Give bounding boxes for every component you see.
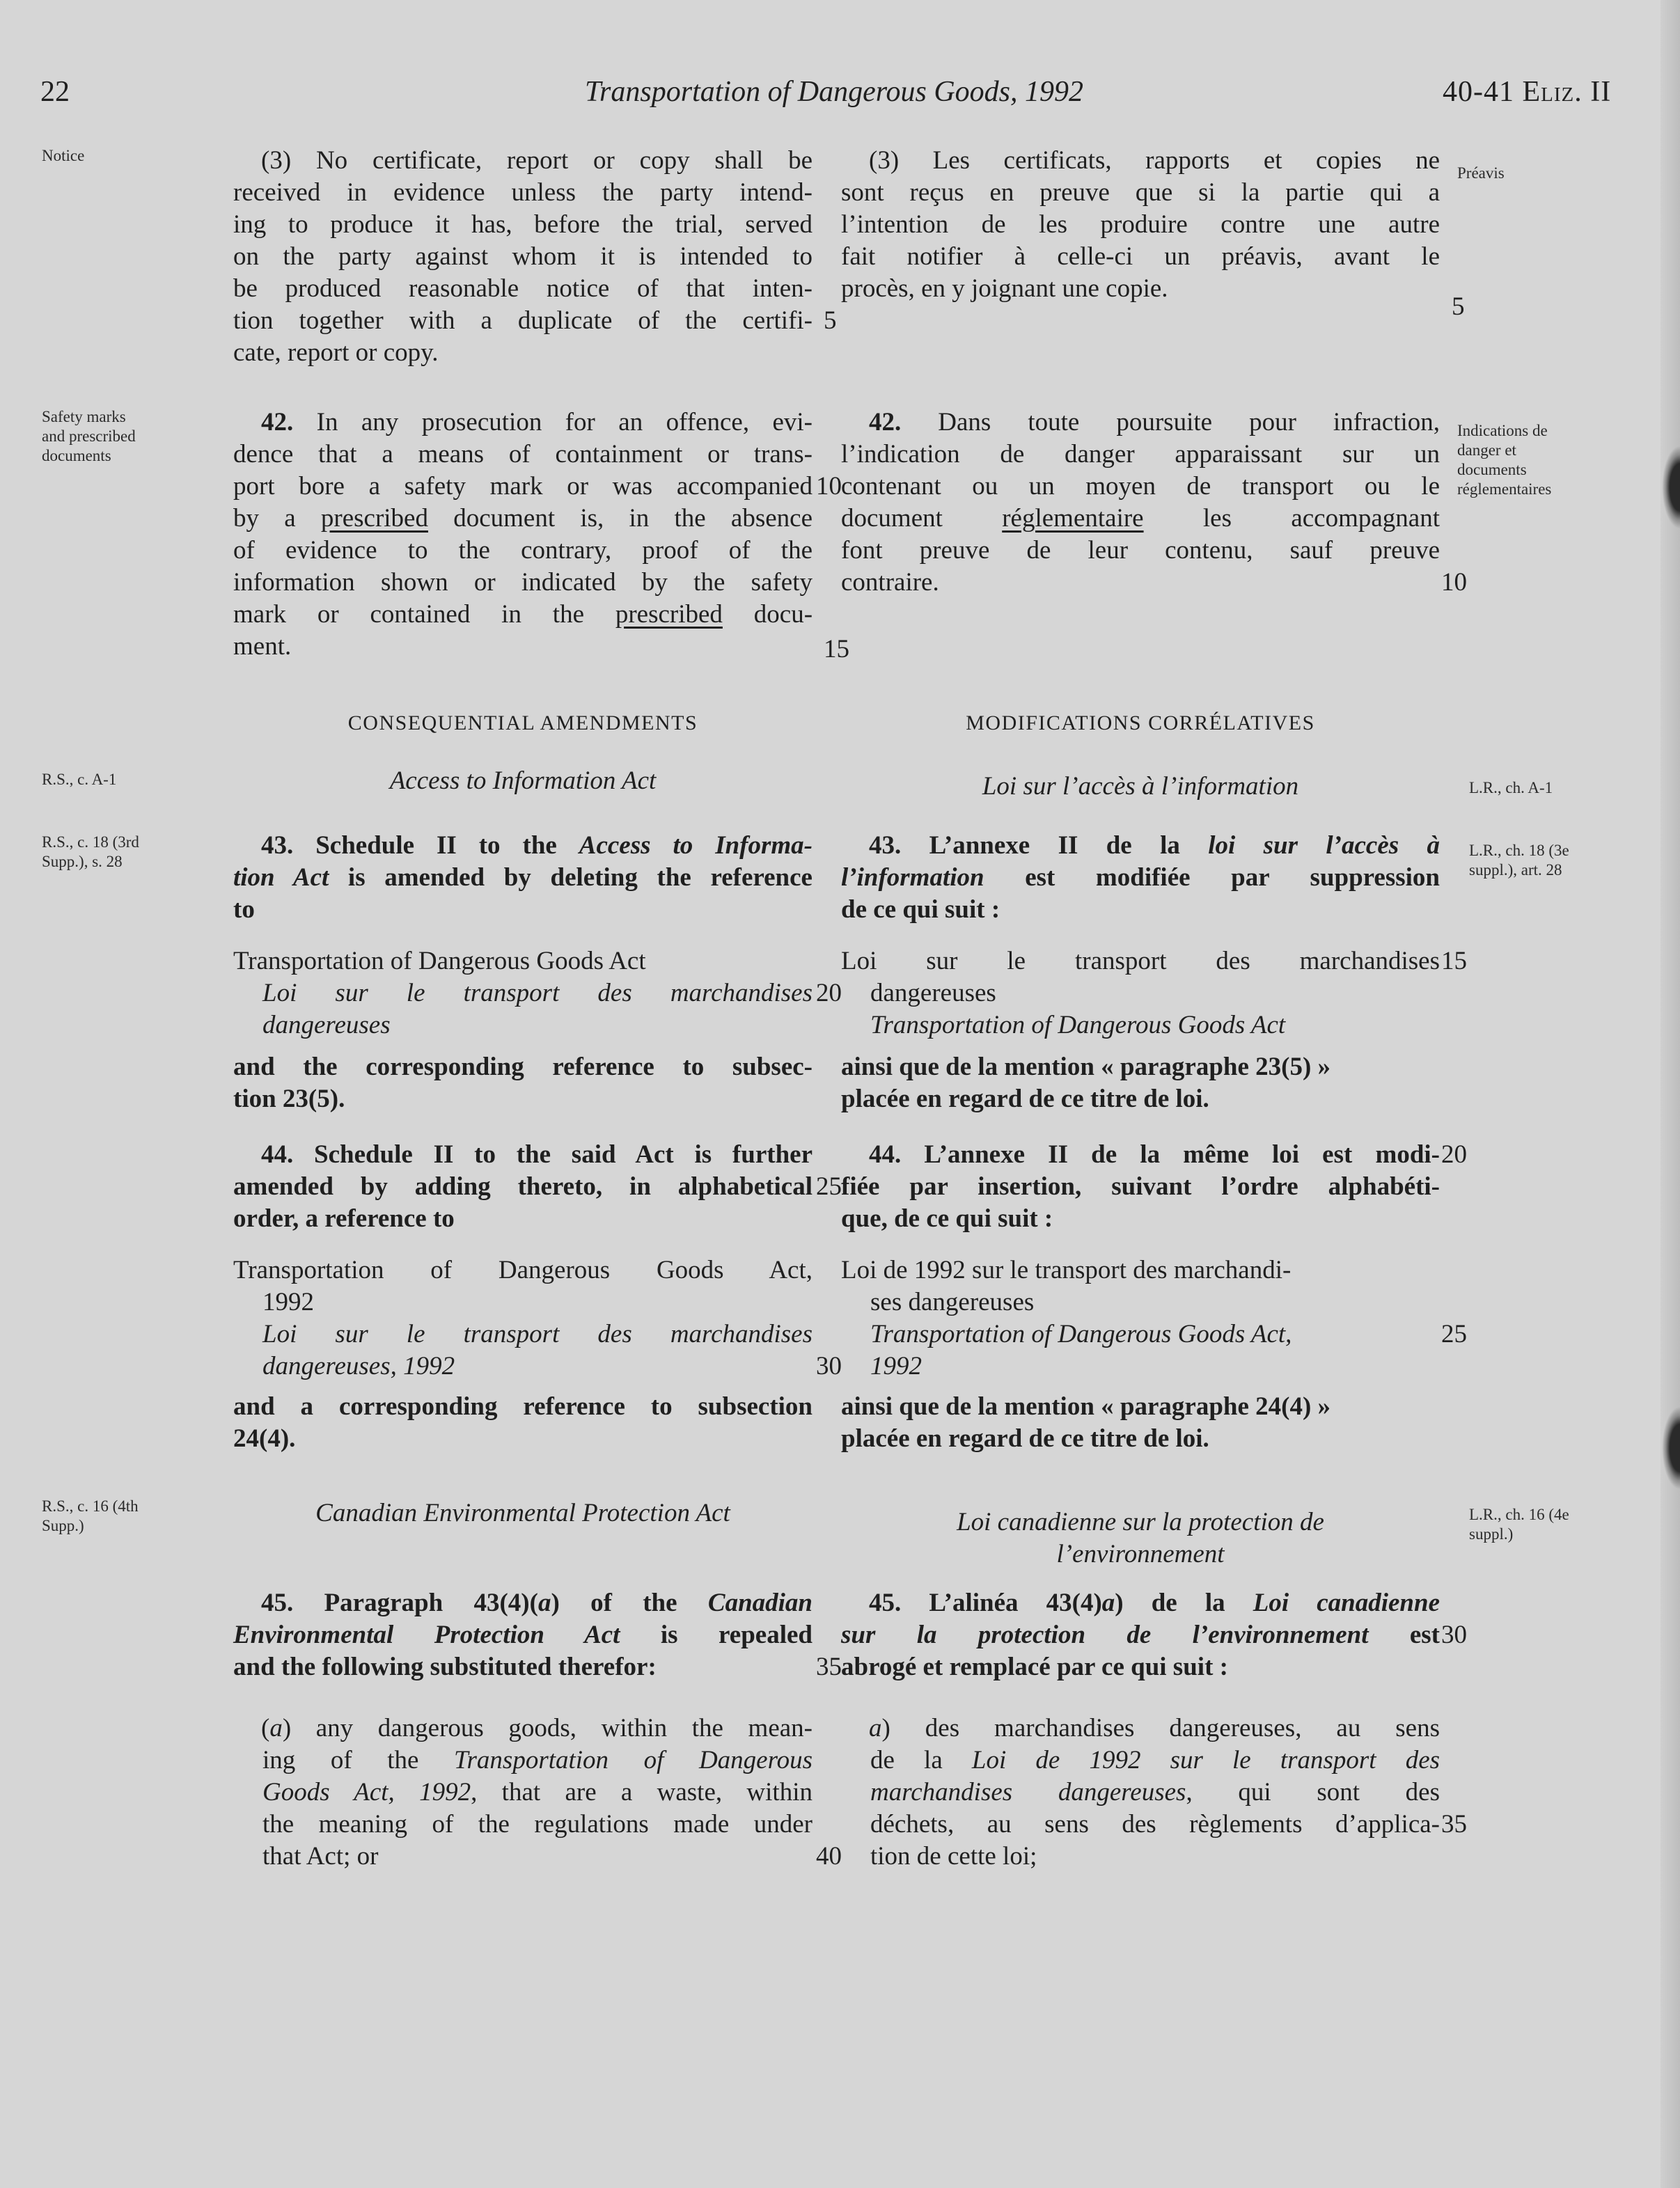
italic-run: marchandises dangereuses bbox=[870, 1778, 1186, 1807]
text-line: and a corresponding reference to subsection bbox=[233, 1392, 812, 1421]
text-line: ing to produce it has, before the trial, served bbox=[233, 210, 812, 239]
text-line: Transportation of Dangerous Goods Act, bbox=[870, 1320, 1292, 1348]
text-run: docu- bbox=[753, 600, 813, 629]
text-line: of evidence to the contrary, proof of the bbox=[233, 536, 812, 565]
text-run: , qui sont des bbox=[1186, 1778, 1440, 1807]
text-run: by a bbox=[233, 504, 296, 533]
page-edge bbox=[1661, 0, 1680, 2188]
text-line: fait notifier à celle-ci un préavis, avant le bbox=[841, 242, 1440, 271]
italic-run: Goods Act, 1992 bbox=[262, 1778, 471, 1807]
line-number: 30 bbox=[1441, 1621, 1467, 1649]
act-title-en: Canadian Environmental Protection Act bbox=[315, 1499, 730, 1527]
heading-consequential-amendments: CONSEQUENTIAL AMENDMENTS bbox=[347, 711, 698, 734]
section-43-en bbox=[233, 830, 812, 926]
text-run: In any prosecution for an offence, evi- bbox=[316, 408, 813, 436]
margin-line: danger et bbox=[1457, 441, 1516, 459]
margin-note-safety-marks bbox=[42, 407, 136, 466]
underlined-term: prescribed bbox=[615, 600, 723, 629]
text-line: amended by adding thereto, in alphabetical bbox=[233, 1172, 812, 1201]
italic-run: sur la protection de l’environnement bbox=[841, 1621, 1369, 1649]
italic-run: a bbox=[1101, 1589, 1115, 1617]
text-line: dangereuses, 1992 bbox=[262, 1352, 455, 1380]
italic-run: Access to Informa- bbox=[579, 831, 812, 860]
margin-note-indications bbox=[1457, 421, 1551, 499]
text-run: Dans toute poursuite pour infraction, bbox=[938, 408, 1440, 436]
line-number: 20 bbox=[816, 979, 842, 1007]
margin-line: Indications de bbox=[1457, 422, 1548, 439]
text-line: procès, en y joignant une copie. bbox=[841, 274, 1168, 303]
text-line: que, de ce qui suit : bbox=[841, 1204, 1053, 1233]
section-45-fr bbox=[841, 1587, 1440, 1683]
text-line: l’indication de danger apparaissant sur un bbox=[841, 440, 1440, 469]
text-run: 45. Paragraph 43(4)( bbox=[261, 1589, 538, 1617]
line-number: 40 bbox=[816, 1842, 842, 1871]
session-reference: 40-41 Eliz. II bbox=[1443, 76, 1612, 108]
text-run: 45. L’alinéa 43(4) bbox=[869, 1589, 1102, 1617]
section-44-fr-closing bbox=[841, 1391, 1440, 1455]
text-line: abrogé et remplacé par ce qui suit : bbox=[841, 1653, 1228, 1681]
text-line: fiée par insertion, suivant l’ordre alphabéti- bbox=[841, 1172, 1440, 1201]
paragraph-a-en bbox=[233, 1713, 812, 1873]
margin-note-rs-c18 bbox=[42, 833, 139, 872]
page-number: 22 bbox=[40, 76, 70, 108]
section-44-en-reference bbox=[233, 1254, 812, 1383]
text-line: 24(4). bbox=[233, 1424, 296, 1453]
line-number: 15 bbox=[824, 635, 849, 663]
margin-line: R.S., c. 18 (3rd bbox=[42, 833, 139, 851]
line-number: 25 bbox=[1441, 1320, 1467, 1348]
text-run: is amended by deleting the reference bbox=[347, 863, 812, 892]
text-line: on the party against whom it is intended to bbox=[233, 242, 812, 271]
text-run: ( bbox=[261, 1714, 270, 1742]
subsection-3-en bbox=[233, 145, 812, 369]
text-line: be produced reasonable notice of that inten- bbox=[233, 274, 812, 303]
text-line: 44. L’annexe II de la même loi est modi- bbox=[869, 1140, 1440, 1169]
text-line: 1992 bbox=[870, 1352, 922, 1380]
italic-run: Loi de 1992 sur le transport des bbox=[971, 1746, 1440, 1774]
margin-line: suppl.) bbox=[1469, 1525, 1514, 1543]
italic-run: tion Act bbox=[233, 863, 329, 892]
section-43-fr-closing bbox=[841, 1051, 1440, 1115]
section-number: 42. bbox=[261, 408, 294, 436]
text-line: cate, report or copy. bbox=[233, 338, 439, 367]
text-line: the meaning of the regulations made under bbox=[262, 1810, 812, 1839]
text-run: 43. L’annexe II de la bbox=[869, 831, 1180, 860]
text-line: de ce qui suit : bbox=[841, 895, 1000, 924]
running-title: Transportation of Dangerous Goods, 1992 bbox=[585, 76, 1084, 108]
section-43-en-reference bbox=[233, 945, 812, 1041]
margin-line: documents bbox=[1457, 461, 1527, 478]
line-number: 20 bbox=[1441, 1140, 1467, 1169]
text-line: Loi sur le transport des marchandises bbox=[262, 1320, 812, 1348]
margin-note-notice: Notice bbox=[42, 147, 85, 164]
text-line: and the following substituted therefor: bbox=[233, 1653, 657, 1681]
text-line: Loi sur le transport des marchandises bbox=[841, 947, 1440, 975]
margin-note-lr-a1: L.R., ch. A-1 bbox=[1469, 779, 1553, 796]
margin-line: R.S., c. 16 (4th bbox=[42, 1497, 139, 1515]
binder-clip-top bbox=[1662, 446, 1680, 529]
margin-line: documents bbox=[42, 447, 111, 464]
italic-run: Canadian bbox=[707, 1589, 813, 1617]
text-line: ses dangereuses bbox=[870, 1288, 1035, 1316]
text-line: 44. Schedule II to the said Act is further bbox=[261, 1140, 812, 1169]
text-line: l’intention de les produire contre une autre bbox=[841, 210, 1440, 239]
section-42-fr bbox=[841, 407, 1440, 599]
text-line: information shown or indicated by the safety bbox=[233, 568, 812, 597]
italic-run: loi sur l’accès à bbox=[1208, 831, 1440, 860]
section-42-en bbox=[233, 407, 812, 663]
text-run: ) des marchandises dangereuses, au sens bbox=[881, 1714, 1440, 1742]
underlined-term: prescribed bbox=[320, 504, 428, 533]
italic-run: a bbox=[869, 1714, 882, 1742]
text-run: mark or contained in the bbox=[233, 600, 584, 629]
margin-line: Safety marks bbox=[42, 408, 126, 425]
act-title-fr bbox=[841, 1506, 1440, 1571]
text-run: , that are a waste, within bbox=[471, 1778, 812, 1807]
text-run: les accompagnant bbox=[1202, 504, 1440, 533]
text-line: contenant ou un moyen de transport ou le bbox=[841, 472, 1440, 501]
text-run: ) any dangerous goods, within the mean- bbox=[282, 1714, 812, 1742]
text-line: dence that a means of containment or trans- bbox=[233, 440, 812, 469]
section-45-en bbox=[233, 1587, 812, 1683]
text-run: est modifiée par suppression bbox=[1025, 863, 1440, 892]
heading-modifications-correlatives: MODIFICATIONS CORRÉLATIVES bbox=[966, 711, 1315, 734]
line-number: 10 bbox=[1441, 568, 1467, 597]
margin-line: Supp.), s. 28 bbox=[42, 853, 123, 870]
margin-line: Supp.) bbox=[42, 1517, 84, 1534]
margin-line: and prescribed bbox=[42, 427, 136, 445]
margin-line: L.R., ch. 18 (3e bbox=[1469, 842, 1569, 859]
text-line: to bbox=[233, 895, 255, 924]
italic-run: l’information bbox=[841, 863, 984, 892]
section-43-fr bbox=[841, 830, 1440, 926]
text-line: contraire. bbox=[841, 568, 939, 597]
text-line: Loi sur le transport des marchandises bbox=[262, 979, 812, 1007]
text-line: placée en regard de ce titre de loi. bbox=[841, 1424, 1209, 1453]
section-43-en-closing bbox=[233, 1051, 812, 1115]
italic-run: Environmental Protection Act bbox=[233, 1621, 620, 1649]
italic-run: a bbox=[537, 1589, 551, 1617]
italic-run: Loi canadienne bbox=[1253, 1589, 1440, 1617]
text-line: Loi canadienne sur la protection de bbox=[957, 1508, 1324, 1536]
line-number: 15 bbox=[1441, 947, 1467, 975]
margin-line: suppl.), art. 28 bbox=[1469, 861, 1562, 879]
section-44-en bbox=[233, 1139, 812, 1235]
text-line: ment. bbox=[233, 632, 292, 661]
text-run: 43. Schedule II to the bbox=[261, 831, 557, 860]
paragraph-a-fr bbox=[841, 1713, 1440, 1873]
text-line: Transportation of Dangerous Goods Act, bbox=[233, 1256, 812, 1284]
text-run: ) of the bbox=[551, 1589, 677, 1617]
text-line: and the corresponding reference to subsec- bbox=[233, 1053, 812, 1081]
italic-run: Transportation of Dangerous bbox=[453, 1746, 813, 1774]
section-44-en-closing bbox=[233, 1391, 812, 1455]
text-line: l’environnement bbox=[1056, 1540, 1225, 1568]
line-number: 30 bbox=[816, 1352, 842, 1380]
text-line: tion de cette loi; bbox=[870, 1842, 1037, 1871]
italic-run: a bbox=[269, 1714, 283, 1742]
margin-line: réglementaires bbox=[1457, 480, 1552, 498]
text-run: ) de la bbox=[1115, 1589, 1225, 1617]
margin-note-preavis: Préavis bbox=[1457, 164, 1505, 182]
text-run: document is, in the absence bbox=[453, 504, 813, 533]
line-number: 35 bbox=[816, 1653, 842, 1681]
text-line: that Act; or bbox=[262, 1842, 379, 1871]
text-line: font preuve de leur contenu, sauf preuve bbox=[841, 536, 1440, 565]
text-line: (3) Les certificats, rapports et copies ne bbox=[869, 146, 1440, 175]
underlined-term: réglementaire bbox=[1002, 504, 1144, 533]
text-line: dangereuses bbox=[262, 1011, 391, 1039]
text-line: received in evidence unless the party intend- bbox=[233, 178, 812, 207]
subsection-3-fr bbox=[841, 145, 1440, 305]
text-line: sont reçus en preuve que si la partie qui a bbox=[841, 178, 1440, 207]
text-line: tion together with a duplicate of the certifi- bbox=[233, 306, 812, 335]
margin-line: L.R., ch. 16 (4e bbox=[1469, 1506, 1569, 1523]
line-number: 25 bbox=[816, 1172, 842, 1201]
text-line: tion 23(5). bbox=[233, 1085, 345, 1113]
margin-note-lr-c18 bbox=[1469, 841, 1569, 880]
text-line: (3) No certificate, report or copy shall be bbox=[261, 146, 812, 175]
act-title-en: Access to Information Act bbox=[389, 766, 657, 795]
text-line: 1992 bbox=[262, 1288, 314, 1316]
line-number: 5 bbox=[1452, 292, 1465, 321]
section-44-fr-reference bbox=[841, 1254, 1440, 1383]
text-line: placée en regard de ce titre de loi. bbox=[841, 1085, 1209, 1113]
binder-clip-bottom bbox=[1662, 1406, 1680, 1490]
text-line: ainsi que de la mention « paragraphe 23(5) » bbox=[841, 1053, 1331, 1081]
text-run: document bbox=[841, 504, 943, 533]
text-line: dangereuses bbox=[870, 979, 996, 1007]
text-run: est bbox=[1409, 1621, 1440, 1649]
text-line: order, a reference to bbox=[233, 1204, 455, 1233]
line-number: 5 bbox=[824, 306, 837, 335]
margin-note-lr-c16 bbox=[1469, 1505, 1569, 1544]
text-line: Loi de 1992 sur le transport des marchandi- bbox=[841, 1256, 1292, 1284]
line-number: 35 bbox=[1441, 1810, 1467, 1839]
text-line: Transportation of Dangerous Goods Act bbox=[870, 1011, 1286, 1039]
text-run: ing of the bbox=[262, 1746, 419, 1774]
text-line: ainsi que de la mention « paragraphe 24(4) » bbox=[841, 1392, 1331, 1421]
text-run: is repealed bbox=[660, 1621, 812, 1649]
section-44-fr bbox=[841, 1139, 1440, 1235]
text-line: port bore a safety mark or was accompanied bbox=[233, 472, 812, 501]
text-line: déchets, au sens des règlements d’applica- bbox=[870, 1810, 1440, 1839]
act-title-fr: Loi sur l’accès à l’information bbox=[982, 772, 1299, 801]
margin-note-rs-c16 bbox=[42, 1497, 139, 1536]
section-43-fr-reference bbox=[841, 945, 1440, 1041]
text-line: Transportation of Dangerous Goods Act bbox=[233, 947, 646, 975]
section-number: 42. bbox=[869, 408, 902, 436]
margin-note-rs-a1: R.S., c. A-1 bbox=[42, 771, 117, 788]
line-number: 10 bbox=[816, 472, 842, 501]
text-run: de la bbox=[870, 1746, 943, 1774]
